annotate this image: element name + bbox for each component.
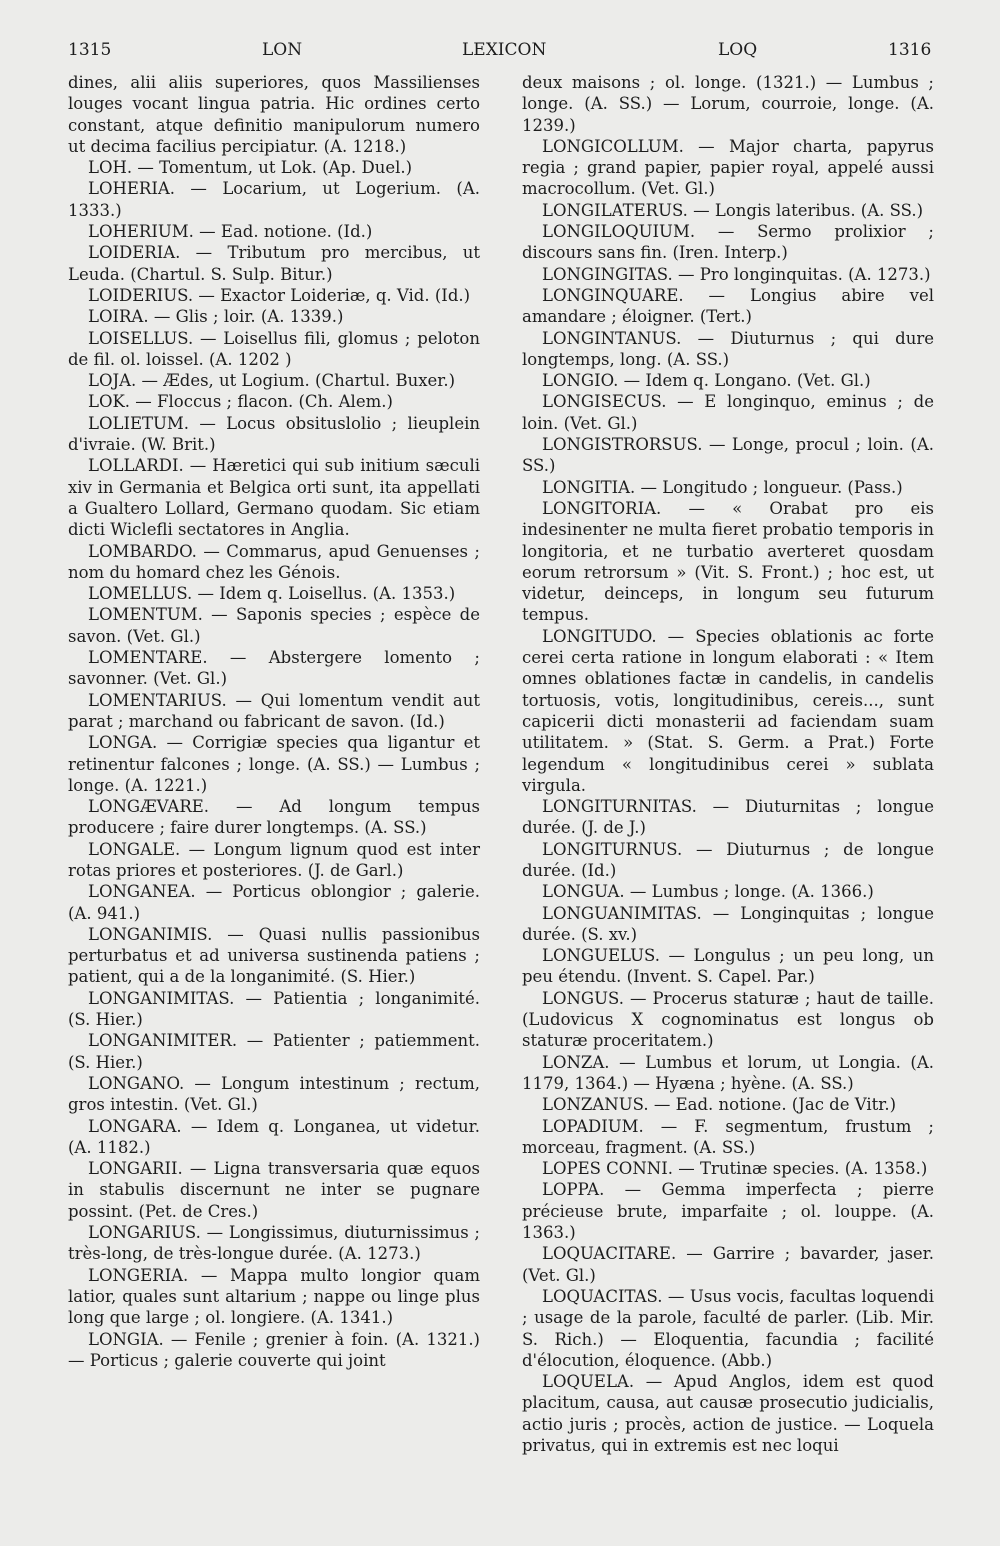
dictionary-entry: LONGUELUS. — Longulus ; un peu long, un peu étendu. (Invent. S. Capel. Par.): [522, 946, 934, 987]
dictionary-entry: LONGANIMITER. — Patienter ; patiemment. (S. Hier.): [68, 1031, 480, 1072]
running-header: [0, 40, 1000, 66]
dictionary-entry: LONGINGITAS. — Pro longinquitas. (A. 1273.): [542, 264, 931, 284]
right-page-number: 1316: [888, 40, 932, 60]
dictionary-entry: LONGA. — Corrigiæ species qua ligantur et retinentur falcones ; longe. (A. SS.) — Lumbus ; longe. (A. 1221.): [68, 733, 480, 795]
dictionary-entry: LONZANUS. — Ead. notione. (Jac de Vitr.): [542, 1095, 897, 1115]
dictionary-entry: LOMENTARIUS. — Qui lomentum vendit aut parat ; marchand ou fabricant de savon. (Id.): [68, 690, 480, 731]
dictionary-entry: LOLLARDI. — Hæretici qui sub initium sæculi xiv in Germania et Belgica orti sunt, ita appellati a Gualtero Lollard, Germano quodam. Sic etiam dicti Wiclefli sectatores in Anglia.: [68, 456, 480, 540]
left-column: [68, 72, 480, 1456]
dictionary-entry: LONGISECUS. — E longinquo, eminus ; de loin. (Vet. Gl.): [522, 392, 934, 433]
left-running-head: LON: [262, 40, 303, 60]
dictionary-entry: LOMENTARE. — Abstergere lomento ; savonner. (Vet. Gl.): [68, 648, 480, 689]
dictionary-entry: LONGALE. — Longum lignum quod est inter rotas priores et posteriores. (J. de Garl.): [68, 839, 480, 880]
dictionary-entry: LOHERIUM. — Ead. notione. (Id.): [88, 222, 373, 242]
dictionary-entry: LONGITUDO. — Species oblationis ac forte cerei certa ratione in longum elaborati : « Item omnes oblationes factæ in candelis, in candelis tortuosis, votis, longitudinibus, cereis..., sunt capicerii dicti monasterii ad faciendam suam utilitatem. » (Stat. S. Germ. a Prat.) Forte legendum « longitudinibus cerei » sublata virgula.: [522, 626, 934, 795]
dictionary-entry: deux maisons ; ol. longe. (1321.) — Lumbus ; longe. (A. SS.) — Lorum, courroie, longe. (A. 1239.): [522, 73, 934, 135]
dictionary-entry: LONGITURNUS. — Diuturnus ; de longue durée. (Id.): [522, 839, 934, 880]
dictionary-entry: LONGICOLLUM. — Major charta, papyrus regia ; grand papier, papier royal, appelé aussi macrocollum. (Vet. Gl.): [522, 136, 934, 199]
dictionary-entry: LONGANIMIS. — Quasi nullis passionibus perturbatus et ad universa sustinenda patiens ; patient, qui a de la longanimité. (S. Hier.): [68, 924, 480, 987]
dictionary-entry: LONGERIA. — Mappa multo longior quam latior, quales sunt altarium ; nappe ou linge plus long que large ; ol. longiere. (A. 1341.): [68, 1265, 480, 1328]
dictionary-entry: LOIDERIA. — Tributum pro mercibus, ut Leuda. (Chartul. S. Sulp. Bitur.): [68, 243, 480, 284]
dictionary-entry: LOQUACITAS. — Usus vocis, facultas loquendi ; usage de la parole, faculté de parler. (Lib. Mir. S. Rich.) — Eloquentia, facundia ; facilité d'élocution, éloquence. (Abb.): [522, 1286, 934, 1370]
dictionary-entry: LONGÆVARE. — Ad longum tempus producere ; faire durer longtemps. (A. SS.): [68, 797, 480, 838]
dictionary-entry: LOMBARDO. — Commarus, apud Genuenses ; nom du homard chez les Génois.: [68, 541, 480, 582]
dictionary-entry: LONGITURNITAS. — Diuturnitas ; longue durée. (J. de J.): [522, 797, 934, 838]
dictionary-entry: LOLIETUM. — Locus obsituslolio ; lieuplein d'ivraie. (W. Brit.): [68, 413, 480, 455]
dictionary-entry: LOMENTUM. — Saponis species ; espèce de savon. (Vet. Gl.): [68, 605, 480, 646]
dictionary-entry: LOJA. — Ædes, ut Logium. (Chartul. Buxer.): [88, 371, 456, 391]
dictionary-entry: LOK. — Floccus ; flacon. (Ch. Alem.): [88, 392, 393, 412]
dictionary-entry: LOISELLUS. — Loisellus fili, glomus ; peloton de fil. ol. loissel. (A. 1202 ): [68, 328, 480, 369]
dictionary-entry: LONGITIA. — Longitudo ; longueur. (Pass.): [542, 477, 903, 497]
dictionary-entry: LOQUACITARE. — Garrire ; bavarder, jaser. (Vet. Gl.): [522, 1244, 934, 1285]
dictionary-entry: LONGIA. — Fenile ; grenier à foin. (A. 1321.) — Porticus ; galerie couverte qui joint: [68, 1329, 480, 1370]
dictionary-entry: LOH. — Tomentum, ut Lok. (Ap. Duel.): [88, 158, 413, 178]
dictionary-entry: LOPPA. — Gemma imperfecta ; pierre précieuse brute, imparfaite ; ol. louppe. (A. 1363.): [522, 1180, 934, 1243]
right-column: [522, 72, 934, 1456]
dictionary-entry: LONGINTANUS. — Diuturnus ; qui dure longtemps, long. (A. SS.): [522, 328, 934, 369]
dictionary-entry: LOPADIUM. — F. segmentum, frustum ; morceau, fragment. (A. SS.): [522, 1116, 934, 1157]
dictionary-entry: LONGANEA. — Porticus oblongior ; galerie. (A. 941.): [68, 882, 480, 923]
dictionary-entry: LONGANIMITAS. — Patientia ; longanimité. (S. Hier.): [68, 988, 480, 1030]
dictionary-entry: LOIDERIUS. — Exactor Loideriæ, q. Vid. (Id.): [88, 285, 471, 305]
dictionary-entry: LONGUANIMITAS. — Longinquitas ; longue durée. (S. xv.): [522, 903, 934, 944]
dictionary-entry: LONGITORIA. — « Orabat pro eis indesinenter ne multa fieret probatio temporis in longitoria, et ne turbatio averteret quosdam eorum retrorsum » (Vit. S. Front.) ; hoc est, ut videtur, deinceps, in longum seu futurum tempus.: [522, 498, 934, 625]
dictionary-entry: LOPES CONNI. — Trutinæ species. (A. 1358.): [542, 1159, 928, 1179]
dictionary-entry: LONGANO. — Longum intestinum ; rectum, gros intestin. (Vet. Gl.): [68, 1073, 480, 1115]
right-running-head: LOQ: [718, 40, 758, 60]
dictionary-entry: LOMELLUS. — Idem q. Loisellus. (A. 1353.): [88, 584, 456, 604]
left-page-number: 1315: [68, 40, 112, 60]
dictionary-entry: LONGILOQUIUM. — Sermo prolixior ; discours sans fin. (Iren. Interp.): [522, 222, 934, 263]
dictionary-entry: LONGINQUARE. — Longius abire vel amandare ; éloigner. (Tert.): [522, 285, 934, 327]
dictionary-entry: LONGARA. — Idem q. Longanea, ut videtur. (A. 1182.): [68, 1116, 480, 1157]
dictionary-entry: LOHERIA. — Locarium, ut Logerium. (A. 1333.): [68, 179, 480, 220]
dictionary-entry: LOIRA. — Glis ; loir. (A. 1339.): [88, 307, 344, 327]
dictionary-entry: LONGISTRORSUS. — Longe, procul ; loin. (A. SS.): [522, 435, 934, 476]
dictionary-entry: LOQUELA. — Apud Anglos, idem est quod placitum, causa, aut causæ prosecutio judicialis, actio juris ; procès, action de justice. — Loquela privatus, qui in extremis est nec loqui: [522, 1372, 934, 1455]
center-title: LEXICON: [462, 40, 547, 60]
dictionary-entry: LONGUS. — Procerus staturæ ; haut de taille. (Ludovicus X cognominatus est longus ob staturæ proceritatem.): [522, 988, 934, 1051]
dictionary-entry: LONGARIUS. — Longissimus, diuturnissimus ; très-long, de très-longue durée. (A. 1273.): [68, 1223, 480, 1264]
dictionary-entry: LONGUA. — Lumbus ; longe. (A. 1366.): [542, 882, 874, 902]
two-column-body: [68, 72, 934, 1456]
dictionary-entry: LONGIO. — Idem q. Longano. (Vet. Gl.): [542, 371, 871, 391]
dictionary-entry: LONGARII. — Ligna transversaria quæ equos in stabulis discernunt ne inter se pugnare possint. (Pet. de Cres.): [68, 1159, 480, 1221]
dictionary-entry: LONZA. — Lumbus et lorum, ut Longia. (A. 1179, 1364.) — Hyæna ; hyène. (A. SS.): [522, 1052, 934, 1093]
dictionary-entry: LONGILATERUS. — Longis lateribus. (A. SS.): [542, 200, 924, 220]
dictionary-entry: dines, alii aliis superiores, quos Massilienses louges vocant lingua patria. Hic ordines certo constant, atque definitio manipulorum numero ut decima facilius percipiatur. (A. 1218.): [68, 73, 480, 156]
